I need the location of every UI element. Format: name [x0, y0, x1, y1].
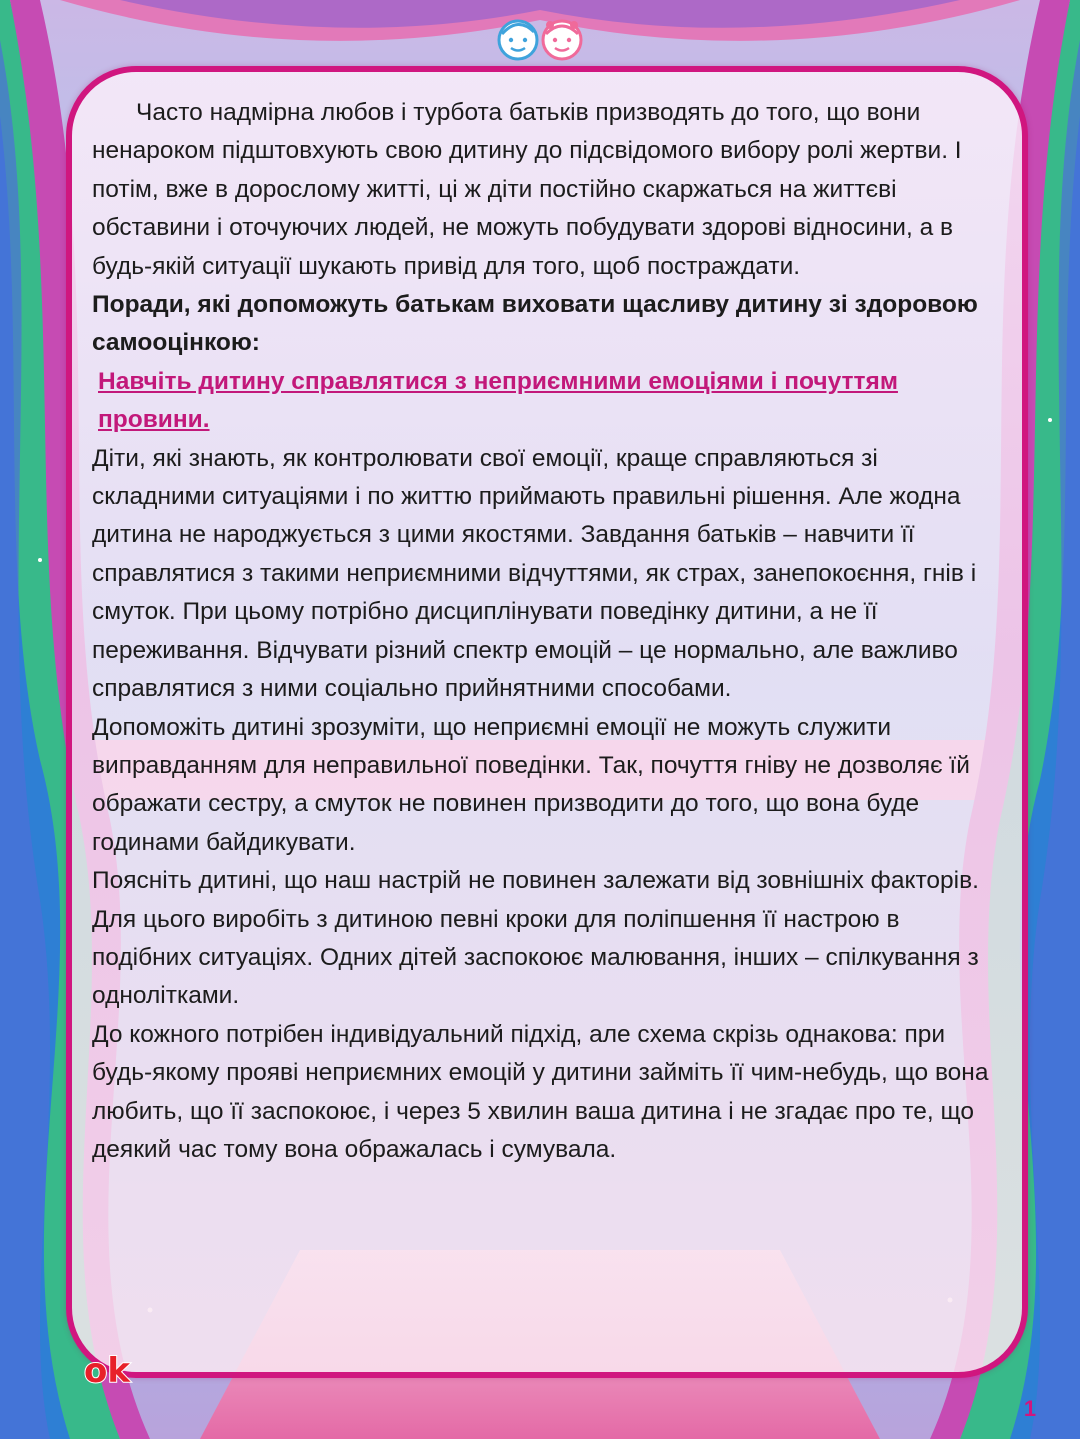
ok-logo-icon [80, 1346, 144, 1390]
advice-title: Навчіть дитину справлятися з неприємними емоціями і почуттям провини. [98, 367, 898, 434]
body-paragraph: Діти, які знають, як контролювати свої емоції, краще справляються зі складними ситуаціями і по життю приймають правильні рішення. Але жодна дитина не народжується з цими якостями. Завдання батьків – навчити її справлятися з такими неприємними відчуттями, як страх, занепокоєння, гнів і смуток. При цьому потрібно дисциплінувати поведінку дитини, а не її переживання. Відчувати різний спектр емоцій – це нормально, але важливо справлятися з ними соціально прийнятними способами. [92, 444, 977, 703]
boy-girl-faces-icon [494, 16, 586, 64]
intro-paragraph: Часто надмірна любов і турбота батьків призводять до того, що вони ненароком підштовхують свою дитину до підсвідомого вибору ролі жертви. І потім, вже в дорослому житті, ці ж діти постійно скаржаться на життєві обставини і оточуючих людей, не можуть побудувати здорові відносини, а в будь-якій ситуації шукають привід для того, щоб постраждати. [92, 99, 962, 280]
article-text [92, 94, 1002, 1169]
page-number: 1 [1023, 1396, 1037, 1421]
ok-logo-text: ok [84, 1351, 130, 1390]
body-paragraph: Допоможіть дитині зрозуміти, що неприємні емоції не можуть служити виправданням для неправильної поведінки. Так, почуття гніву не дозволяє їй ображати сестру, а смуток не повинен призводити до того, що вона буде годинами байдикувати. [92, 713, 970, 856]
advice-heading: Поради, які допоможуть батькам виховати щасливу дитину зі здоровою самооцінкою: [92, 291, 978, 357]
body-paragraph: До кожного потрібен індивідуальний підхід, але схема скрізь однакова: при будь-якому прояві неприємних емоцій у дитини займіть її чим-небудь, що вона любить, що її заспокоює, і через 5 хвилин ваша дитина і не згадає про те, що деякий час тому вона ображалась і сумувала. [92, 1020, 989, 1163]
body-paragraph: Поясніть дитині, що наш настрій не повинен залежати від зовнішніх факторів. Для цього виробіть з дитиною певні кроки для поліпшення її настрою в подібних ситуаціях. Одних дітей заспокоює малювання, інших – спілкування з однолітками. [92, 867, 979, 1010]
